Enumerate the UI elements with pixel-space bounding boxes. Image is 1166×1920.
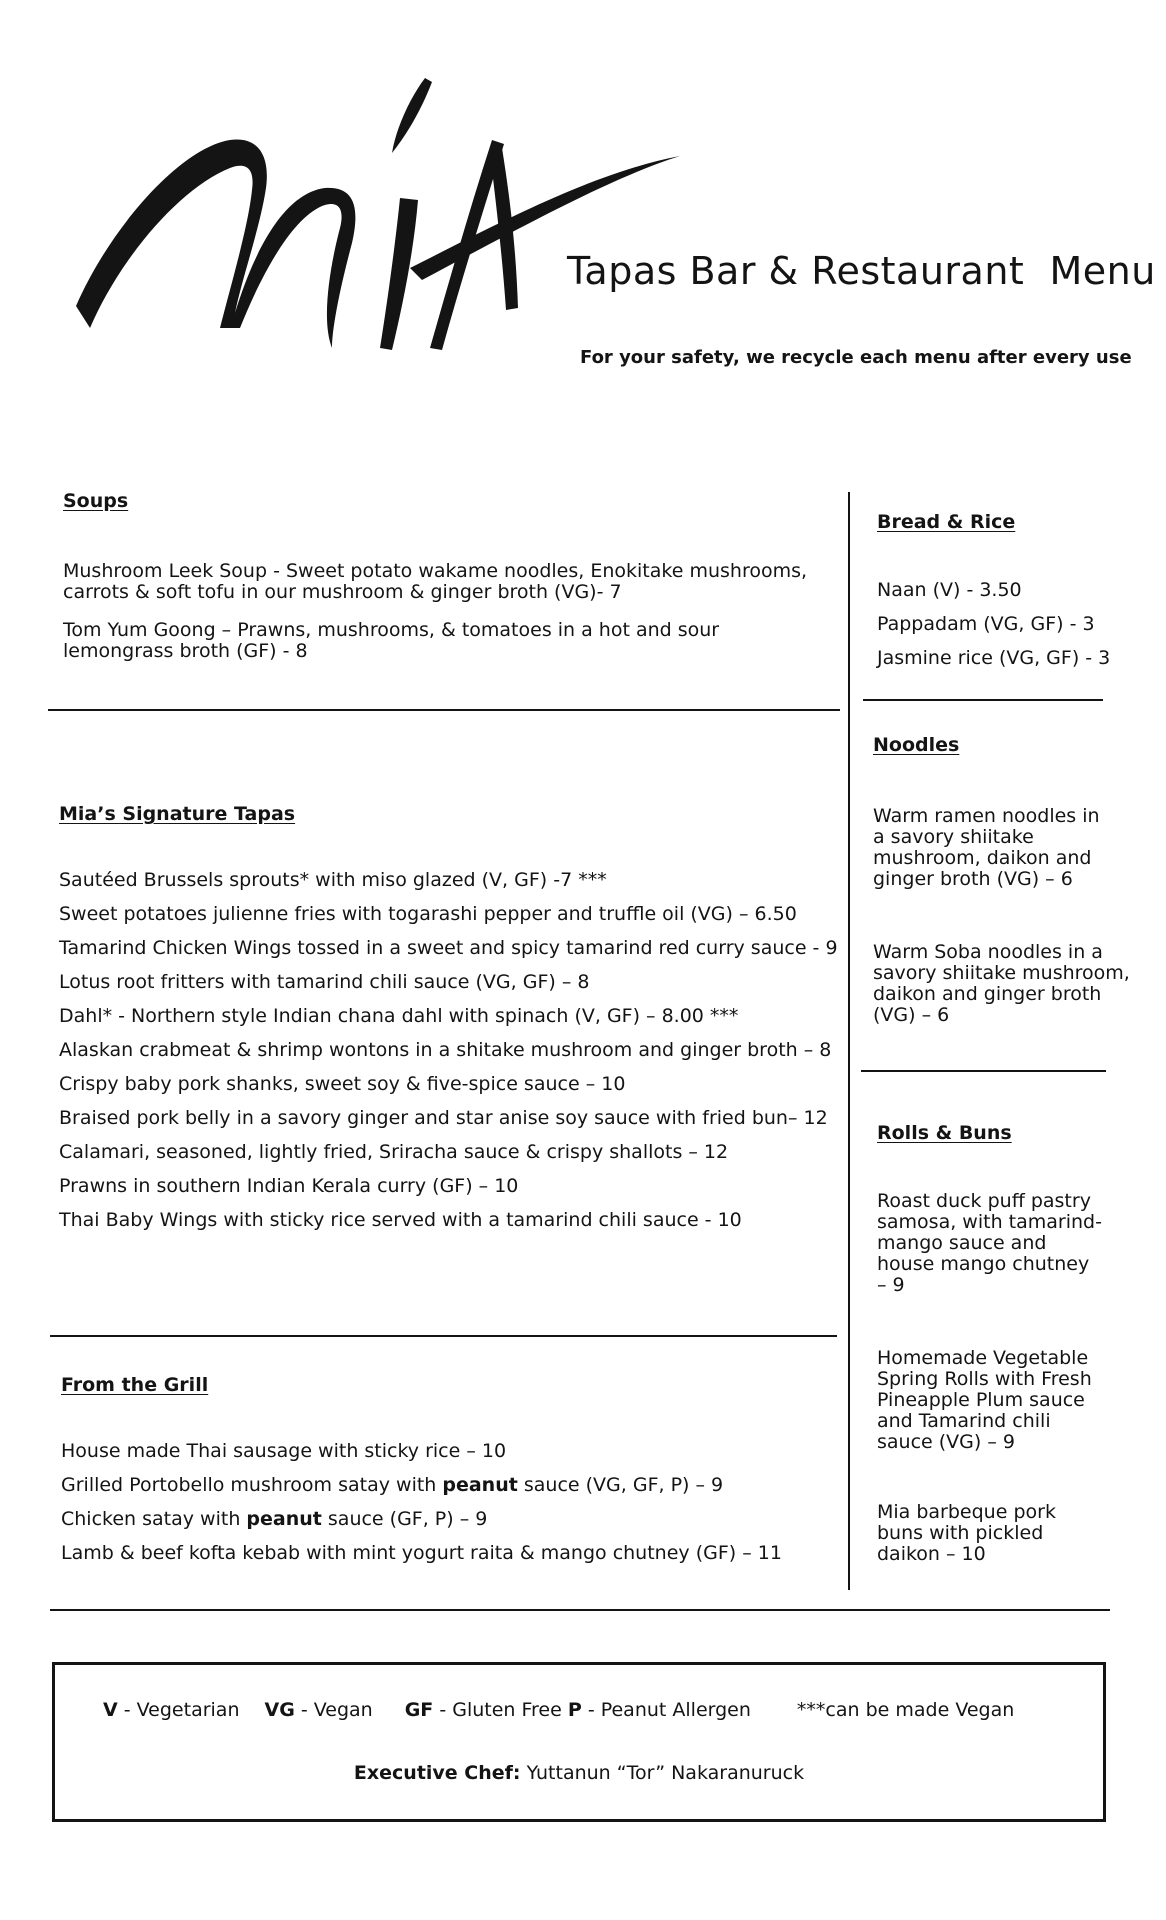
rolls-buns-item: Mia barbeque pork buns with pickled daikon – 10 <box>877 1501 1056 1565</box>
soup-item-line: carrots & soft tofu in our mushroom & ginger broth (VG)- 7 <box>63 581 622 603</box>
column-divider <box>848 492 850 1590</box>
tapas-list <box>59 870 838 1244</box>
grill-item-text: sauce (GF, P) – 9 <box>321 1508 488 1530</box>
tapas-item: Crispy baby pork shanks, sweet soy & five-spice sauce – 10 <box>59 1073 626 1095</box>
grill-item-text: sauce (VG, GF, P) – 9 <box>517 1474 724 1496</box>
bread-rice-item: Pappadam (VG, GF) - 3 <box>877 613 1095 635</box>
dietary-legend <box>52 1662 1106 1822</box>
grill-item-text: Grilled Portobello mushroom satay with <box>61 1474 443 1496</box>
tapas-item: Prawns in southern Indian Kerala curry (GF) – 10 <box>59 1175 519 1197</box>
chef-name: Yuttanun “Tor” Nakaranuruck <box>520 1762 805 1784</box>
tapas-divider <box>50 1335 837 1337</box>
rolls-buns-heading: Rolls & Buns <box>877 1122 1012 1144</box>
tapas-item: Alaskan crabmeat & shrimp wontons in a shitake mushroom and ginger broth – 8 <box>59 1039 832 1061</box>
legend-key-p: P <box>567 1699 582 1721</box>
grill-item <box>61 1509 782 1543</box>
soup-item-line: Mushroom Leek Soup - Sweet potato wakame noodles, Enokitake mushrooms, <box>63 560 808 582</box>
soup-item-line: lemongrass broth (GF) - 8 <box>63 640 308 662</box>
legend-vegan-note: ***can be made Vegan <box>796 1699 1015 1721</box>
grill-item <box>61 1475 782 1509</box>
noodles-divider <box>861 1070 1106 1072</box>
tapas-item: Calamari, seasoned, lightly fried, Sriracha sauce & crispy shallots – 12 <box>59 1141 729 1163</box>
tapas-item: Sautéed Brussels sprouts* with miso glazed (V, GF) -7 *** <box>59 869 607 891</box>
peanut-allergen-word: peanut <box>246 1508 322 1530</box>
mia-logo <box>70 78 680 358</box>
bread-rice-divider <box>863 699 1103 701</box>
tapas-item: Braised pork belly in a savory ginger and star anise soy sauce with fried bun– 12 <box>59 1107 828 1129</box>
chef-label: Executive Chef: <box>353 1762 521 1784</box>
logo-stroke-i <box>380 198 418 350</box>
peanut-allergen-word: peanut <box>442 1474 518 1496</box>
tapas-item: Lotus root fritters with tamarind chili sauce (VG, GF) – 8 <box>59 971 590 993</box>
bread-rice-item: Jasmine rice (VG, GF) - 3 <box>877 647 1111 669</box>
noodles-heading: Noodles <box>873 734 960 756</box>
restaurant-title: Tapas Bar & Restaurant Menu <box>567 249 1156 293</box>
executive-chef <box>52 1762 1106 1784</box>
soup-item-line: Tom Yum Goong – Prawns, mushrooms, & tomatoes in a hot and sour <box>63 619 720 641</box>
rolls-buns-item: Homemade Vegetable Spring Rolls with Fresh Pineapple Plum sauce and Tamarind chili sauce (VG) – 9 <box>877 1347 1092 1453</box>
grill-item-text: House made Thai sausage with sticky rice – 10 <box>61 1440 507 1462</box>
noodles-item: Warm ramen noodles in a savory shiitake mushroom, daikon and ginger broth (VG) – 6 <box>873 805 1100 890</box>
tapas-item: Sweet potatoes julienne fries with togarashi pepper and truffle oil (VG) – 6.50 <box>59 903 797 925</box>
grill-item <box>61 1441 782 1475</box>
tapas-item: Dahl* - Northern style Indian chana dahl with spinach (V, GF) – 8.00 *** <box>59 1005 739 1027</box>
grill-item-text: Chicken satay with <box>61 1508 247 1530</box>
legend-key-vg: VG <box>264 1699 295 1721</box>
tapas-item: Thai Baby Wings with sticky rice served with a tamarind chili sauce - 10 <box>59 1209 742 1231</box>
soup-item <box>63 561 807 603</box>
soups-heading: Soups <box>63 490 129 512</box>
rolls-buns-item: Roast duck puff pastry samosa, with tamarind-mango sauce and house mango chutney – 9 <box>877 1190 1102 1296</box>
tapas-heading: Mia’s Signature Tapas <box>59 803 296 825</box>
mia-logo-graphic <box>70 78 680 358</box>
grill-item-text: Lamb & beef kofta kebab with mint yogurt raita & mango chutney (GF) – 11 <box>61 1542 782 1564</box>
soups-divider <box>48 709 840 711</box>
grill-divider <box>50 1609 1110 1611</box>
soup-item <box>63 620 719 662</box>
legend-label-gf: - Gluten Free <box>433 1699 568 1721</box>
legend-label-v: - Vegetarian <box>117 1699 240 1721</box>
logo-stroke-m <box>76 140 355 348</box>
tapas-item: Tamarind Chicken Wings tossed in a sweet and spicy tamarind red curry sauce - 9 <box>59 937 838 959</box>
legend-line <box>103 1699 1014 1721</box>
grill-list <box>61 1441 782 1577</box>
bread-rice-heading: Bread & Rice <box>877 511 1016 533</box>
bread-rice-item: Naan (V) - 3.50 <box>877 579 1022 601</box>
legend-key-gf: GF <box>404 1699 434 1721</box>
legend-label-p: - Peanut Allergen <box>581 1699 751 1721</box>
logo-stroke-i-dot <box>392 78 432 153</box>
legend-label-vg: - Vegan <box>294 1699 373 1721</box>
bread-rice-list <box>877 580 1110 682</box>
grill-item <box>61 1543 782 1577</box>
grill-heading: From the Grill <box>61 1374 209 1396</box>
legend-key-v: V <box>103 1699 118 1721</box>
noodles-item: Warm Soba noodles in a savory shiitake mushroom, daikon and ginger broth (VG) – 6 <box>873 941 1130 1026</box>
safety-notice: For your safety, we recycle each menu after every use <box>580 347 1132 368</box>
